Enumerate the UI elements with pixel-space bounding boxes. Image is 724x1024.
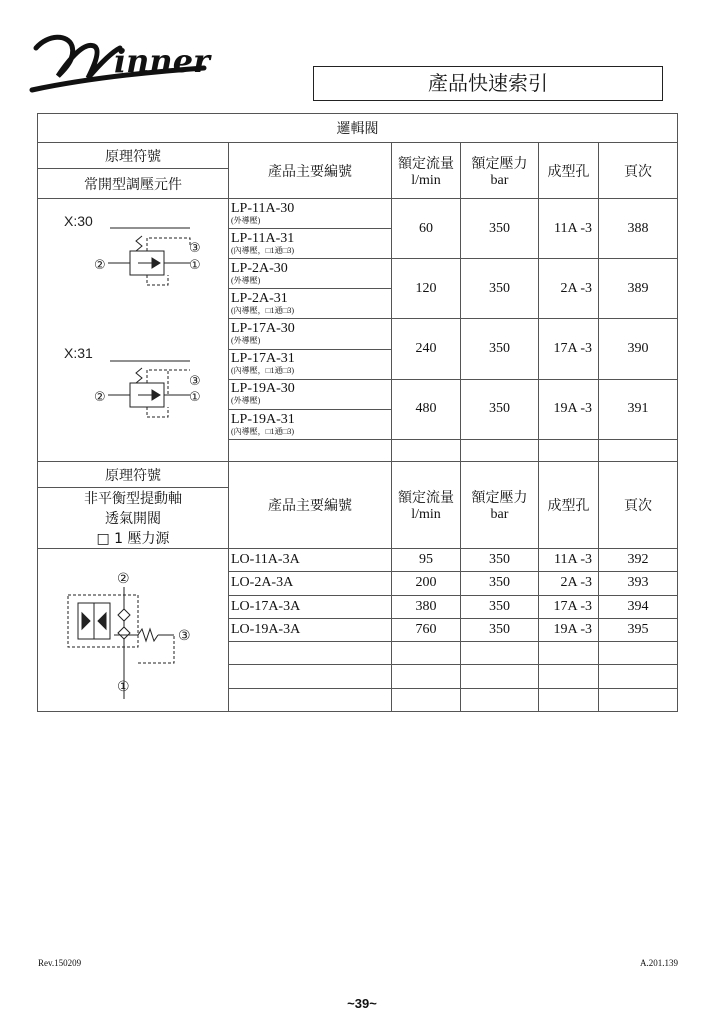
page-cell: 395 — [599, 618, 678, 641]
model-cell: LP-2A-30 (外導壓) — [229, 259, 392, 289]
pressure-cell: 350 — [461, 379, 539, 439]
port3-label-x31: ③ — [189, 374, 201, 389]
principle-desc-2: 非平衡型提動軸 透氣開閥 □ 1 壓力源 — [38, 488, 229, 549]
model-cell: LO-19A-3A — [229, 618, 392, 641]
model-cell: LO-11A-3A — [229, 549, 392, 572]
empty-cell — [539, 642, 599, 665]
empty-cell — [229, 688, 392, 711]
empty-cell — [392, 665, 461, 688]
port-cell: 11A -3 — [539, 199, 599, 259]
flow-cell: 60 — [392, 199, 461, 259]
empty-cell — [229, 440, 392, 462]
port-cell: 2A -3 — [539, 572, 599, 595]
empty-cell — [539, 440, 599, 462]
model-cell: LP-2A-31 (內導壓，□1通□3) — [229, 289, 392, 319]
col-page: 頁次 — [599, 143, 678, 199]
page-number: ~39~ — [347, 996, 377, 1011]
port1-label-x31: ① — [189, 390, 201, 405]
flow-cell: 480 — [392, 379, 461, 439]
port2-label-lo: ② — [117, 571, 130, 587]
winner-logo — [28, 28, 218, 100]
valve-symbol-x31 — [108, 361, 190, 417]
flow-cell: 120 — [392, 259, 461, 319]
principle-desc: 常開型調壓元件 — [38, 169, 229, 199]
col-page-2: 頁次 — [599, 462, 678, 549]
flow-cell: 240 — [392, 319, 461, 379]
port-cell: 2A -3 — [539, 259, 599, 319]
port2-label-x30: ② — [94, 258, 106, 273]
empty-cell — [461, 642, 539, 665]
page-cell: 388 — [599, 199, 678, 259]
flow-cell: 760 — [392, 618, 461, 641]
empty-cell — [599, 688, 678, 711]
principle-label-2: 原理符號 — [38, 462, 229, 488]
empty-cell — [599, 440, 678, 462]
empty-cell — [599, 665, 678, 688]
lo-valve-symbol — [38, 549, 228, 707]
logic-valve-index-table — [37, 113, 678, 712]
port3-label-lo: ③ — [178, 628, 191, 644]
symbol-x31-label: X:31 — [64, 345, 93, 361]
port-cell: 19A -3 — [539, 379, 599, 439]
model-cell: LO-2A-3A — [229, 572, 392, 595]
page-cell: 392 — [599, 549, 678, 572]
pressure-cell: 350 — [461, 549, 539, 572]
col-model: 產品主要編號 — [229, 143, 392, 199]
col-flow-2: 額定流量 l/min — [392, 462, 461, 549]
empty-cell — [461, 665, 539, 688]
model-cell: LO-17A-3A — [229, 595, 392, 618]
port1-label-lo: ① — [117, 679, 130, 695]
revision-label: Rev.150209 — [38, 958, 82, 968]
symbol-cell-lo — [38, 549, 229, 712]
flow-cell: 380 — [392, 595, 461, 618]
empty-cell — [229, 642, 392, 665]
document-code: A.201.139 — [640, 958, 678, 968]
flow-cell: 200 — [392, 572, 461, 595]
page-cell: 390 — [599, 319, 678, 379]
empty-cell — [461, 688, 539, 711]
port3-label-x30: ③ — [189, 241, 201, 256]
col-port-2: 成型孔 — [539, 462, 599, 549]
col-pressure-2: 額定壓力 bar — [461, 462, 539, 549]
port-cell: 19A -3 — [539, 618, 599, 641]
empty-cell — [539, 665, 599, 688]
pressure-cell: 350 — [461, 319, 539, 379]
section-heading: 邏輯閥 — [38, 114, 678, 143]
model-cell: LP-11A-30 (外導壓) — [229, 199, 392, 229]
empty-cell — [229, 665, 392, 688]
model-cell: LP-19A-31 (內導壓，□1通□3) — [229, 410, 392, 440]
page-cell: 391 — [599, 379, 678, 439]
col-pressure: 額定壓力 bar — [461, 143, 539, 199]
model-cell: LP-17A-30 (外導壓) — [229, 319, 392, 349]
port1-label-x30: ① — [189, 258, 201, 273]
port2-label-x31: ② — [94, 390, 106, 405]
symbol-cell-lp — [38, 199, 229, 462]
col-model-2: 產品主要編號 — [229, 462, 392, 549]
principle-label: 原理符號 — [38, 143, 229, 169]
empty-cell — [599, 642, 678, 665]
empty-cell — [539, 688, 599, 711]
svg-text:inner: inner — [114, 42, 210, 80]
col-flow: 額定流量 l/min — [392, 143, 461, 199]
port-cell: 11A -3 — [539, 549, 599, 572]
pressure-cell: 350 — [461, 595, 539, 618]
empty-cell — [392, 440, 461, 462]
page-cell: 394 — [599, 595, 678, 618]
empty-cell — [392, 688, 461, 711]
model-cell: LP-17A-31 (內導壓，□1通□3) — [229, 349, 392, 379]
model-cell: LP-19A-30 (外導壓) — [229, 379, 392, 409]
empty-cell — [392, 642, 461, 665]
pressure-cell: 350 — [461, 259, 539, 319]
page-title: 產品快速索引 — [313, 66, 663, 101]
valve-symbol-x30 — [108, 228, 190, 285]
pressure-cell: 350 — [461, 618, 539, 641]
model-cell: LP-11A-31 (內導壓，□1通□3) — [229, 229, 392, 259]
lp-valve-symbol — [38, 199, 228, 457]
pressure-cell: 350 — [461, 199, 539, 259]
flow-cell: 95 — [392, 549, 461, 572]
port-cell: 17A -3 — [539, 595, 599, 618]
port-cell: 17A -3 — [539, 319, 599, 379]
page-cell: 389 — [599, 259, 678, 319]
empty-cell — [461, 440, 539, 462]
symbol-x30-label: X:30 — [64, 213, 93, 229]
pressure-cell: 350 — [461, 572, 539, 595]
page-cell: 393 — [599, 572, 678, 595]
col-port: 成型孔 — [539, 143, 599, 199]
